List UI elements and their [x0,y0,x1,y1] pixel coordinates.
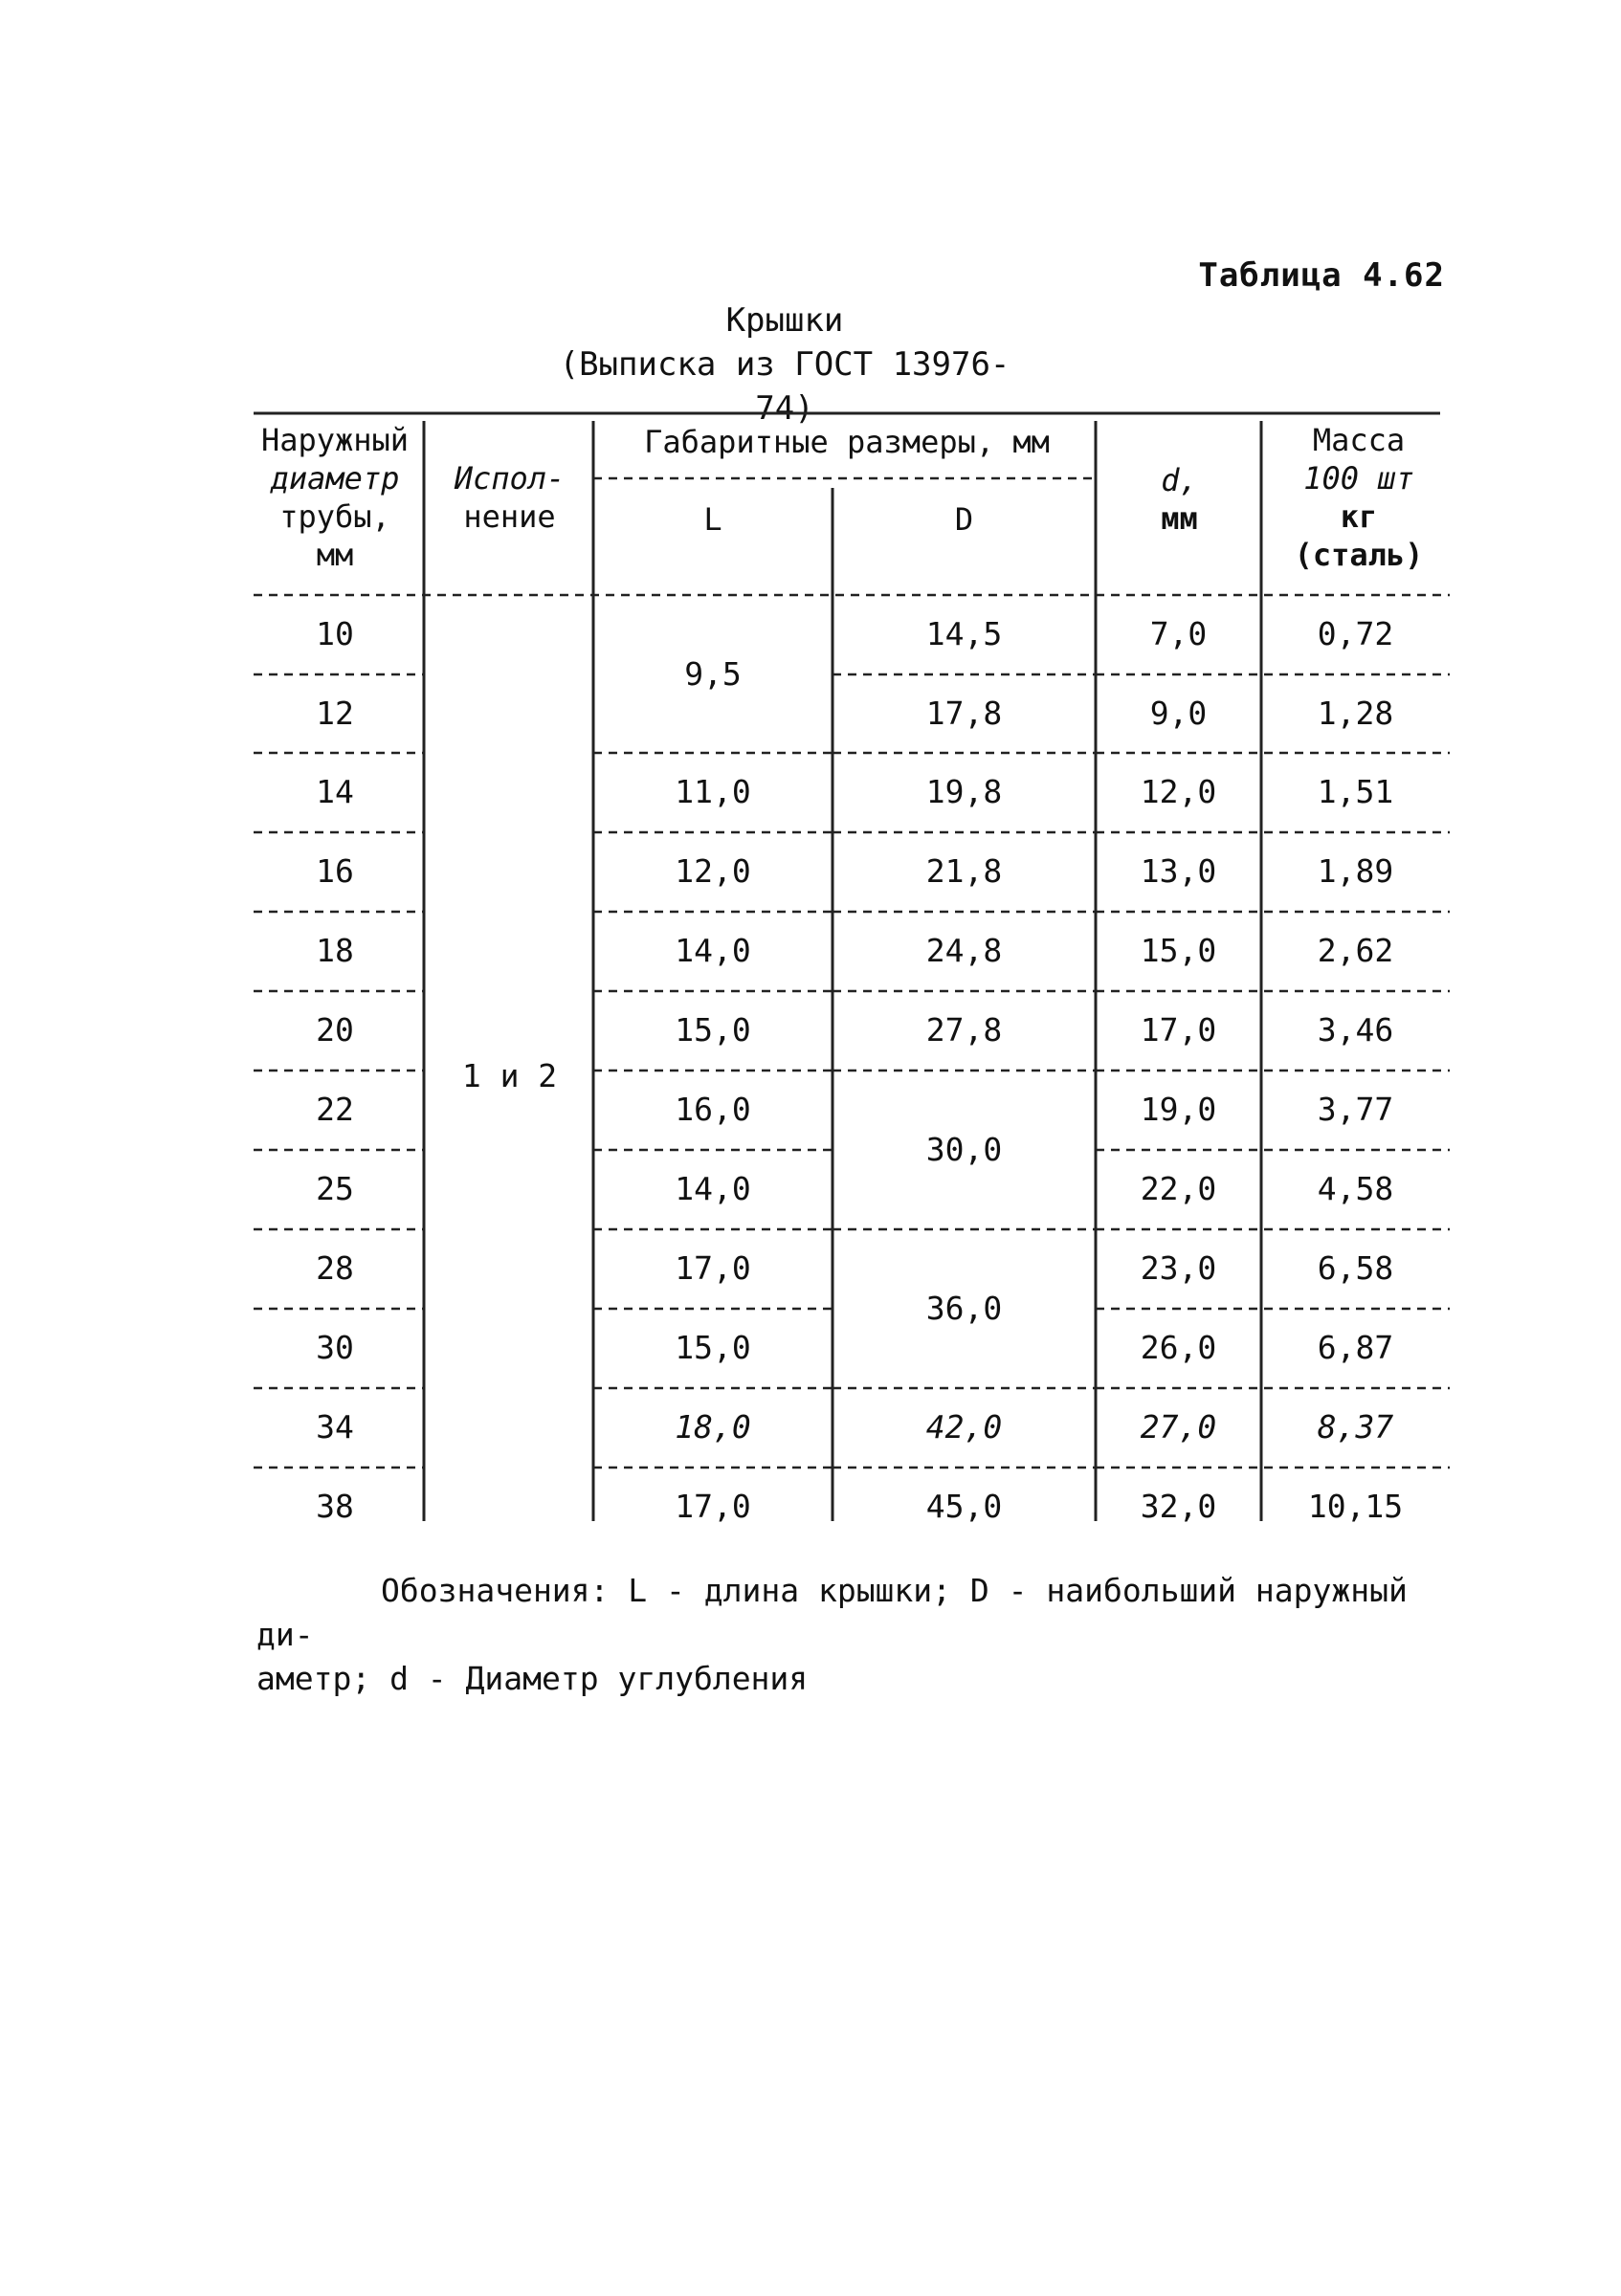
d-cell: 26,0 [1140,1329,1217,1366]
L-cell: 18,0 [675,1408,751,1446]
L-cell: 16,0 [675,1091,751,1128]
D-cell: 42,0 [925,1408,1003,1446]
diam-cell: 12 [316,695,354,732]
mass-cell: 3,46 [1317,1011,1394,1049]
version-value: 1 и 2 [461,1057,558,1094]
mass-cell: 6,87 [1317,1329,1394,1366]
d-cell: 27,0 [1140,1408,1217,1446]
legend-note [256,1569,1462,1701]
D-cell: 27,8 [925,1011,1003,1049]
header-d: d, мм [1161,462,1198,537]
diam-cell: 18 [316,932,354,969]
header-D: D [954,501,974,538]
D-cell: 17,8 [925,695,1003,732]
header-mass: Масса 100 шт кг (сталь) [1294,422,1424,573]
diam-cell: 30 [316,1329,354,1366]
D-cell: 30,0 [925,1131,1003,1168]
d-cell: 32,0 [1140,1488,1217,1525]
L-cell: 17,0 [675,1488,751,1525]
note-line-1: Обозначения: L - длина крышки; D - наибольший наружный ди- [256,1572,1408,1653]
diam-cell: 28 [316,1249,354,1287]
note-line-2: аметр; d - Диаметр углубления [256,1660,809,1697]
L-cell: 11,0 [675,773,751,810]
d-cell: 17,0 [1140,1011,1217,1049]
mass-cell: 1,89 [1317,852,1394,890]
table-title: Крышки [725,301,844,340]
L-cell: 15,0 [675,1011,751,1049]
diam-cell: 16 [316,852,354,890]
diam-cell: 34 [316,1408,354,1446]
D-cell: 19,8 [925,773,1003,810]
mass-cell: 10,15 [1307,1488,1404,1525]
d-cell: 15,0 [1140,932,1217,969]
diam-cell: 14 [316,773,354,810]
D-cell: 21,8 [925,852,1003,890]
mass-cell: 3,77 [1317,1091,1394,1128]
table-number: Таблица 4.62 [1198,256,1445,295]
mass-cell: 6,58 [1317,1249,1394,1287]
D-cell: 24,8 [925,932,1003,969]
d-cell: 7,0 [1149,615,1208,652]
diam-cell: 20 [316,1011,354,1049]
L-cell: 15,0 [675,1329,751,1366]
header-outer-diameter: Наружный диаметр трубы, мм [260,422,410,573]
L-cell: 14,0 [675,932,751,969]
L-cell: 17,0 [675,1249,751,1287]
table-subtitle: (Выписка из ГОСТ 13976-74) [559,345,1010,428]
d-cell: 9,0 [1149,695,1208,732]
mass-cell: 1,51 [1317,773,1394,810]
d-cell: 23,0 [1140,1249,1217,1287]
d-cell: 13,0 [1140,852,1217,890]
diam-cell: 10 [316,615,354,652]
D-cell: 14,5 [925,615,1003,652]
mass-cell: 2,62 [1317,932,1394,969]
diam-cell: 25 [316,1170,354,1207]
header-version: Испол- нение [454,460,566,535]
L-cell: 9,5 [684,655,742,693]
L-cell: 14,0 [675,1170,751,1207]
d-cell: 12,0 [1140,773,1217,810]
L-cell: 12,0 [675,852,751,890]
mass-cell: 1,28 [1317,695,1394,732]
header-overall-dims: Габаритные размеры, мм [644,424,1050,460]
header-L: L [703,501,722,538]
D-cell: 45,0 [925,1488,1003,1525]
d-cell: 19,0 [1140,1091,1217,1128]
mass-cell: 8,37 [1317,1408,1394,1446]
diam-cell: 38 [316,1488,354,1525]
D-cell: 36,0 [925,1290,1003,1327]
diam-cell: 22 [316,1091,354,1128]
mass-cell: 4,58 [1317,1170,1394,1207]
mass-cell: 0,72 [1317,615,1394,652]
d-cell: 22,0 [1140,1170,1217,1207]
